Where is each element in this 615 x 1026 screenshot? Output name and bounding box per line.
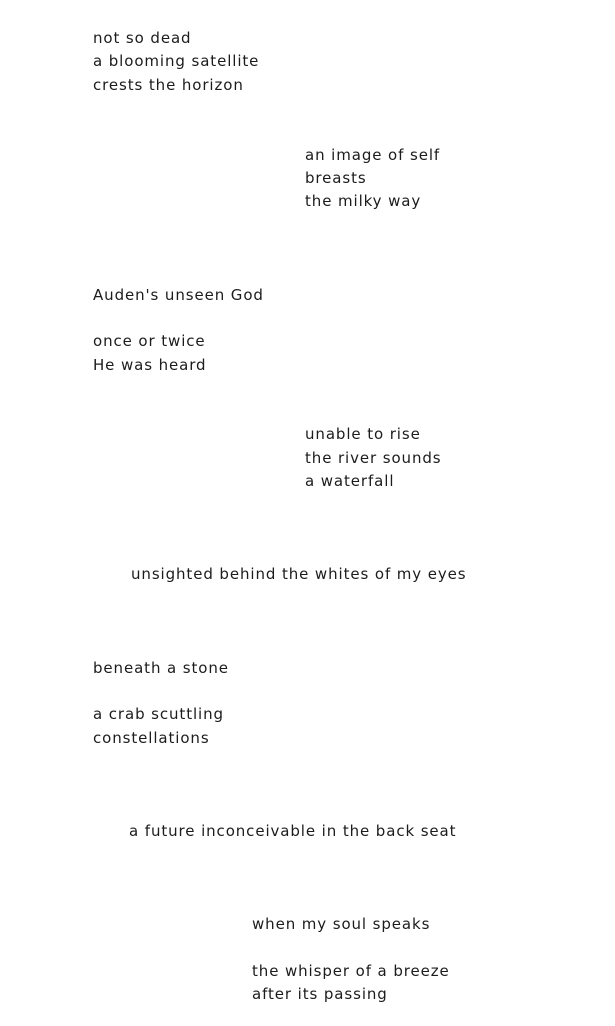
poem-line: a waterfall [305, 472, 395, 490]
poem-line: after its passing [252, 985, 388, 1003]
poem-line: a crab scuttling [93, 705, 224, 723]
poem-line: unable to rise [305, 425, 421, 443]
poem-line: breasts [305, 169, 367, 187]
poem-line: constellations [93, 729, 210, 747]
poem-line: a blooming satellite [93, 52, 260, 70]
poem-line: He was heard [93, 356, 207, 374]
poem-line: an image of self [305, 146, 441, 164]
poem-line: not so dead [93, 29, 192, 47]
poem-line: the whisper of a breeze [252, 962, 450, 980]
poem-line: unsighted behind the whites of my eyes [131, 565, 467, 583]
poem-line: the river sounds [305, 449, 442, 467]
poem-line: when my soul speaks [252, 915, 431, 933]
poem-line: a future inconceivable in the back seat [129, 822, 457, 840]
poem-line: the milky way [305, 192, 422, 210]
poem-line: once or twice [93, 332, 206, 350]
poem-line: crests the horizon [93, 76, 244, 94]
poem-line: beneath a stone [93, 659, 229, 677]
poem-line: Auden's unseen God [93, 286, 264, 304]
